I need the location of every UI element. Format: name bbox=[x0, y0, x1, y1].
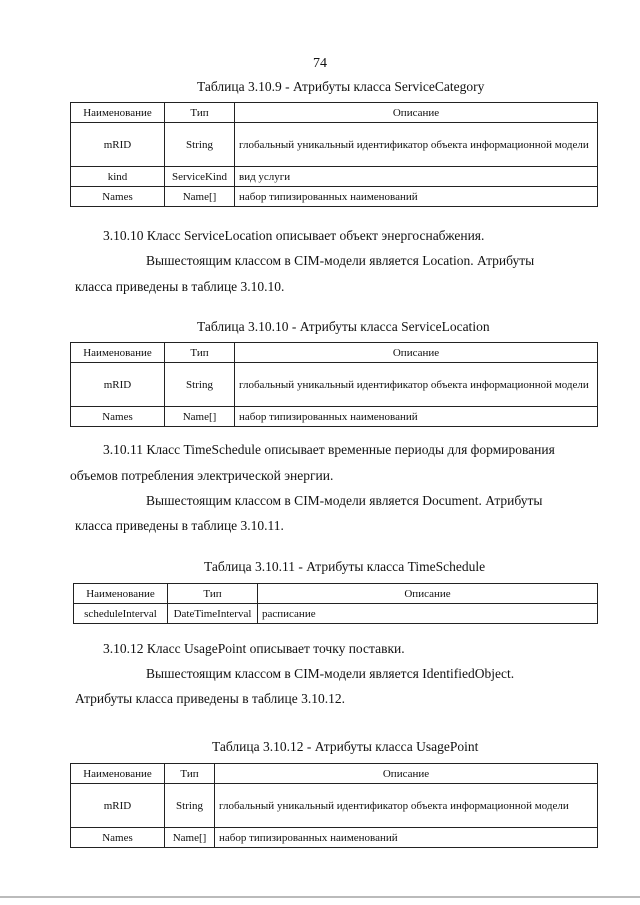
table-row bbox=[71, 363, 598, 407]
cell-description: глобальный уникальный идентификатор объекта информационной модели bbox=[235, 363, 598, 407]
column-header: Описание bbox=[215, 764, 598, 784]
page-number: 74 bbox=[313, 56, 327, 71]
paragraph: Вышестоящим классом в CIM-модели является IdentifiedObject. bbox=[146, 666, 515, 681]
paragraph: Атрибуты класса приведены в таблице 3.10.12. bbox=[75, 691, 345, 706]
cell-description: набор типизированных наименований bbox=[235, 187, 598, 207]
table-row bbox=[71, 828, 598, 848]
cell-description: глобальный уникальный идентификатор объекта информационной модели bbox=[215, 784, 598, 828]
cell-name: kind bbox=[71, 167, 165, 187]
cell-type: Name[] bbox=[165, 187, 235, 207]
cell-name: mRID bbox=[71, 784, 165, 828]
cell-type: String bbox=[165, 784, 215, 828]
attributes-table bbox=[70, 102, 598, 207]
cell-description: набор типизированных наименований bbox=[215, 828, 598, 848]
table-caption: Таблица 3.10.11 - Атрибуты класса TimeSchedule bbox=[204, 559, 486, 574]
column-header: Тип bbox=[165, 103, 235, 123]
table-caption: Таблица 3.10.9 - Атрибуты класса ServiceCategory bbox=[197, 79, 485, 94]
paragraph: 3.10.12 Класс UsagePoint описывает точку поставки. bbox=[103, 641, 405, 656]
paragraph: класса приведены в таблице 3.10.10. bbox=[75, 279, 285, 294]
paragraph: Вышестоящим классом в CIM-модели является Location. Атрибуты bbox=[146, 253, 535, 268]
column-header: Описание bbox=[258, 584, 598, 604]
table-caption: Таблица 3.10.12 - Атрибуты класса UsagePoint bbox=[212, 739, 479, 754]
table-row bbox=[71, 167, 598, 187]
table-row bbox=[71, 407, 598, 427]
table-header-row bbox=[71, 103, 598, 123]
cell-description: глобальный уникальный идентификатор объекта информационной модели bbox=[235, 123, 598, 167]
paragraph: объемов потребления электрической энергии. bbox=[70, 468, 334, 483]
paragraph: Вышестоящим классом в CIM-модели является Document. Атрибуты bbox=[146, 493, 543, 508]
cell-name: Names bbox=[71, 187, 165, 207]
table-row bbox=[71, 784, 598, 828]
column-header: Тип bbox=[165, 764, 215, 784]
cell-description: набор типизированных наименований bbox=[235, 407, 598, 427]
cell-type: String bbox=[165, 363, 235, 407]
paragraph: 3.10.10 Класс ServiceLocation описывает объект энергоснабжения. bbox=[103, 228, 485, 243]
cell-name: Names bbox=[71, 828, 165, 848]
column-header: Описание bbox=[235, 103, 598, 123]
paragraph: класса приведены в таблице 3.10.11. bbox=[75, 518, 284, 533]
cell-type: String bbox=[165, 123, 235, 167]
column-header: Наименование bbox=[71, 764, 165, 784]
table-header-row bbox=[71, 343, 598, 363]
cell-description: вид услуги bbox=[235, 167, 598, 187]
attributes-table bbox=[73, 583, 598, 624]
cell-name: Names bbox=[71, 407, 165, 427]
table-header-row bbox=[71, 764, 598, 784]
cell-name: mRID bbox=[71, 363, 165, 407]
cell-name: scheduleInterval bbox=[74, 604, 168, 624]
cell-type: DateTimeInterval bbox=[168, 604, 258, 624]
cell-name: mRID bbox=[71, 123, 165, 167]
cell-type: ServiceKind bbox=[165, 167, 235, 187]
table-row bbox=[74, 604, 598, 624]
column-header: Наименование bbox=[74, 584, 168, 604]
table-caption: Таблица 3.10.10 - Атрибуты класса ServiceLocation bbox=[197, 319, 490, 334]
cell-type: Name[] bbox=[165, 407, 235, 427]
column-header: Тип bbox=[168, 584, 258, 604]
column-header: Описание bbox=[235, 343, 598, 363]
cell-type: Name[] bbox=[165, 828, 215, 848]
table-row bbox=[71, 123, 598, 167]
column-header: Наименование bbox=[71, 343, 165, 363]
cell-description: расписание bbox=[258, 604, 598, 624]
attributes-table bbox=[70, 763, 598, 848]
table-row bbox=[71, 187, 598, 207]
paragraph: 3.10.11 Класс TimeSchedule описывает временные периоды для формирования bbox=[103, 442, 555, 457]
attributes-table bbox=[70, 342, 598, 427]
table-header-row bbox=[74, 584, 598, 604]
column-header: Тип bbox=[165, 343, 235, 363]
scan-edge-line bbox=[0, 896, 640, 898]
column-header: Наименование bbox=[71, 103, 165, 123]
